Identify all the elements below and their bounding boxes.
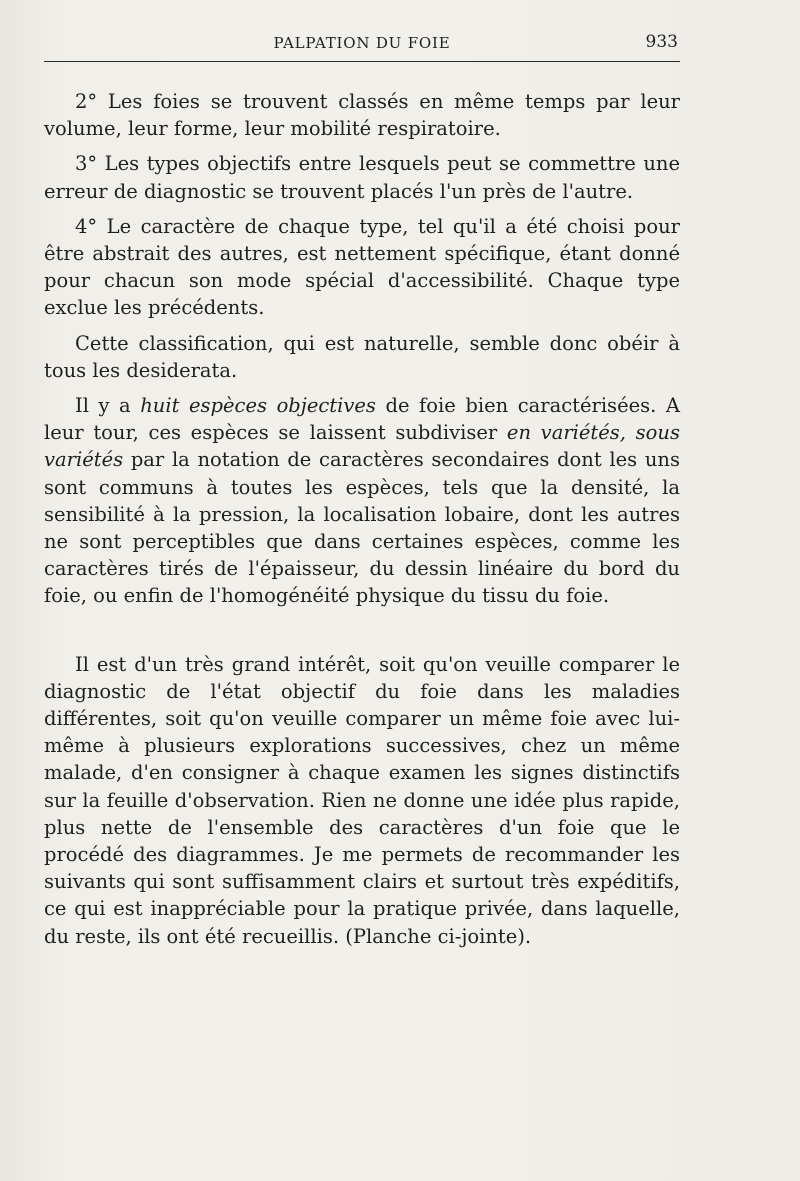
species-italic-run: huit espèces objectives [140, 394, 376, 418]
body-text [44, 88, 687, 958]
paragraph-type-character: 4° Le caractère de chaque type, tel qu'il a été choisi pour être abstrait des autres, est nettement spécifique, étant donné pour chacun son mode spécial d'accessibilité. Chaque type exclue les précédents. [44, 214, 680, 320]
running-title: PALPATION DU FOIE [273, 34, 451, 52]
paragraph-volume: 2° Les foies se trouvent classés en même temps par leur volume, leur forme, leur mobilité respiratoire. [44, 90, 680, 141]
paragraph-diagrams: Il est d'un très grand intérêt, soit qu'on veuille comparer le diagnostic de l'état objectif du foie dans les maladies différentes, soit qu'on veuille comparer un même foie avec lui-même à plusieurs explorations successives, chez un même malade, d'en consigner à chaque examen les signes distinctifs sur la feuille d'observation. Rien ne donne une idée plus rapide, plus nette de l'ensemble des caractères d'un foie que le procédé des diagrammes. Je me permets de recommander les suivants qui sont suffisamment clairs et surtout très expéditifs, ce qui est inappréciable pour la pratique privée, dans laquelle, du reste, ils ont été recueillis. (Planche ci-jointe). [44, 652, 680, 948]
paragraph-species [44, 392, 687, 610]
paragraph-diagnostic-error: 3° Les types objectifs entre lesquels peut se commettre une erreur de diagnostic se trouvent placés l'un près de l'autre. [44, 152, 680, 203]
page-header [44, 30, 680, 58]
page-number: 933 [645, 32, 678, 52]
species-text-run: Il y a [75, 394, 141, 418]
header-rule [44, 61, 680, 62]
species-text-run: par la notation de caractères secondaires dont les uns sont communs à toutes les espèces, tels que la densité, la sensibilité à la pression, la localisation lobaire, dont les autres ne sont perceptibles que dans certaines espèces, comme les caractères tirés de l'épaisseur, du dessin linéaire du bord du foie, ou enfin de l'homogénéité physique du tissu du foie. [44, 448, 687, 608]
species-text-run: de foie bien caractérisées. A leur tour, ces espèces se laissent subdiviser [44, 394, 687, 445]
species-italic-run: en variétés, sous variétés [44, 421, 687, 472]
paragraph-classification: Cette classification, qui est naturelle, semble donc obéir à tous les desiderata. [44, 331, 680, 382]
